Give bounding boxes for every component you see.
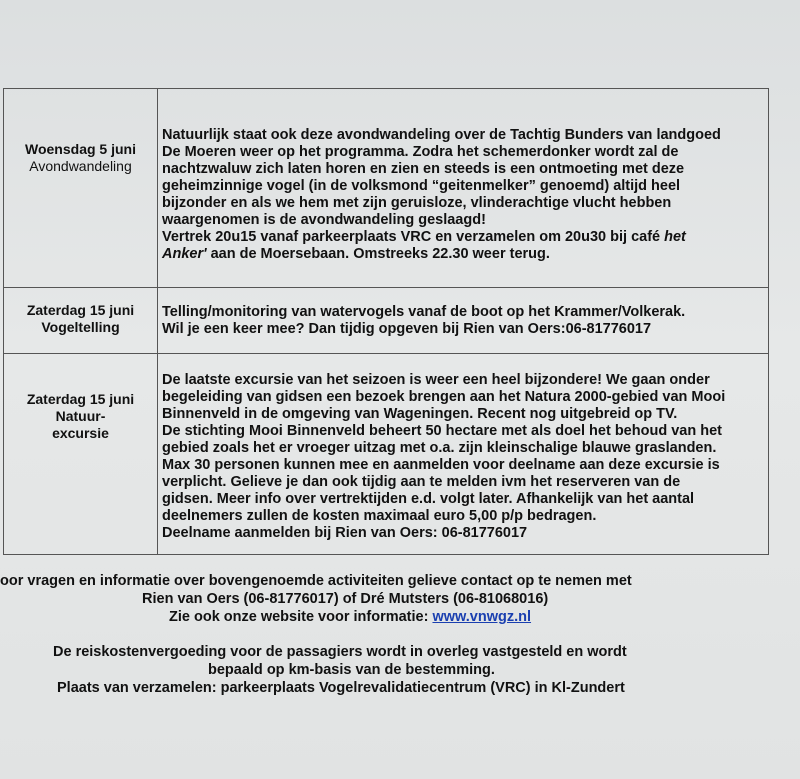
description-line: De stichting Mooi Binnenveld beheert 50 hectare met als doel het behoud van het [162, 423, 722, 439]
footer-meeting-place: Plaats van verzamelen: parkeerplaats Vogelrevalidatiecentrum (VRC) in Kl-Zundert [57, 680, 625, 696]
description-line: gidsen. Meer info over vertrektijden e.d. volgt later. Afhankelijk van het aantal [162, 491, 695, 507]
event-date-cell [4, 354, 158, 555]
event-type: Avondwandeling [29, 158, 132, 174]
cafe-name-part: Anker' [162, 246, 207, 262]
footer-travel-costs: De reiskostenvergoeding voor de passagiers wordt in overleg vastgesteld en wordt [53, 644, 627, 660]
description-line: geheimzinnige vogel (in de volksmond “geitenmelker” genoemd) altijd heel [162, 178, 681, 194]
description-text: aan de Moersebaan. Omstreeks 22.30 weer terug. [206, 246, 550, 262]
description-line [162, 229, 768, 246]
description-line: Wil je een keer mee? Dan tijdig opgeven bij Rien van Oers:06-81776017 [162, 321, 652, 337]
description-line: Max 30 personen kunnen mee en aanmelden voor deelname aan deze excursie is [162, 457, 720, 473]
event-row-natuurexcursie [4, 354, 769, 555]
description-line: Binnenveld in de omgeving van Wageningen. Recent nog uitgebreid op TV. [162, 406, 678, 422]
footer-contact-names: Rien van Oers (06-81776017) of Dré Mutsters (06-81068016) [142, 591, 549, 607]
description-line: Telling/monitoring van watervogels vanaf de boot op het Krammer/Volkerak. [162, 304, 686, 320]
event-description [162, 354, 768, 542]
event-description-cell [158, 288, 769, 354]
description-line: waargenomen is de avondwandeling geslaagd! [162, 212, 486, 228]
event-date: Woensdag 5 juni [25, 141, 136, 157]
event-type: Natuur- [55, 408, 106, 424]
description-text: Vertrek 20u15 vanaf parkeerplaats VRC en verzamelen om 20u30 bij café [162, 229, 661, 245]
event-date-cell [4, 89, 158, 288]
description-line: deelnemers zullen de kosten maximaal euro 5,00 p/p bedragen. [162, 508, 597, 524]
footer-website-line [169, 609, 531, 626]
event-description [162, 288, 768, 338]
event-type: Vogeltelling [41, 319, 120, 335]
cafe-name-part: het [664, 229, 686, 245]
footer-website-prefix: Zie ook onze website voor informatie: [169, 609, 433, 625]
description-line: De laatste excursie van het seizoen is weer een heel bijzondere! We gaan onder [162, 372, 710, 388]
description-line: verplicht. Gelieve je dan ook tijdig aan te melden ivm het reserveren van de [162, 474, 681, 490]
event-row-avondwandeling [4, 89, 769, 288]
description-line: Natuurlijk staat ook deze avondwandeling over de Tachtig Bunders van landgoed [162, 127, 721, 143]
description-line: nachtzwaluw zich laten horen en zien en steeds is een ontmoeting met deze [162, 161, 685, 177]
description-line: Deelname aanmelden bij Rien van Oers: 06-81776017 [162, 525, 528, 541]
description-line: begeleiding van gidsen een bezoek brengen aan het Natura 2000-gebied van Mooi [162, 389, 726, 405]
event-description [162, 89, 768, 263]
event-date: Zaterdag 15 juni [26, 302, 135, 318]
event-date: Zaterdag 15 juni [26, 391, 135, 407]
event-description-cell [158, 89, 769, 288]
website-link[interactable]: www.vnwgz.nl [432, 609, 532, 625]
event-description-cell [158, 354, 769, 555]
description-line: bijzonder en als we hem met zijn geruisloze, vlinderachtige vlucht hebben [162, 195, 672, 211]
event-row-vogeltelling [4, 288, 769, 354]
footer-contact-line: oor vragen en informatie over bovengenoemde activiteiten gelieve contact op te nemen met [0, 573, 632, 589]
description-line: gebied zoals het er vroeger uitzag met o.a. zijn kleinschalige blauwe graslanden. [162, 440, 717, 456]
footer-travel-costs-basis: bepaald op km-basis van de bestemming. [208, 662, 495, 678]
description-line: De Moeren weer op het programma. Zodra het schemerdonker wordt zal de [162, 144, 679, 160]
event-type: excursie [52, 425, 109, 441]
description-line [162, 246, 768, 263]
event-date-cell [4, 288, 158, 354]
program-table [3, 88, 769, 555]
